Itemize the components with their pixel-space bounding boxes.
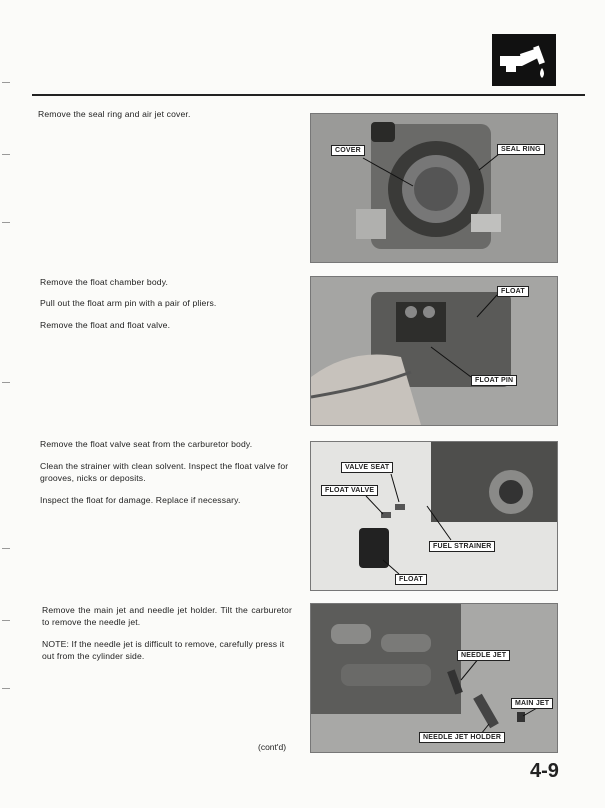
continued-note: (cont'd) (258, 742, 287, 752)
header-rule (32, 94, 585, 96)
photo-label-valve-seat: VALVE SEAT (341, 462, 393, 473)
margin-mark (2, 222, 10, 223)
margin-mark (2, 620, 10, 621)
photo-carburetor-cover (310, 113, 558, 263)
fuel-nozzle-icon (492, 34, 556, 86)
margin-mark (2, 548, 10, 549)
margin-mark (2, 688, 10, 689)
fuel-system-section-tab (492, 34, 556, 86)
note-text: NOTE: If the needle jet is difficult to remove, carefully press it out from the cylinder side. (42, 639, 285, 661)
instruction-text: Remove the float valve seat from the carburetor body. (40, 439, 253, 449)
photo-label-float-valve: FLOAT VALVE (321, 485, 378, 496)
instruction-text: Remove the float chamber body. (40, 277, 169, 287)
margin-mark (2, 82, 10, 83)
instruction-text: Remove the seal ring and air jet cover. (38, 109, 191, 119)
margin-mark (2, 382, 10, 383)
photo-label-needle-jet: NEEDLE JET (457, 650, 510, 661)
photo-label-main-jet: MAIN JET (511, 698, 553, 709)
margin-mark (2, 154, 10, 155)
photo-label-float-pin: FLOAT PIN (471, 375, 517, 386)
photo-valve-seat (310, 441, 558, 591)
photo-label-float: FLOAT (395, 574, 427, 585)
instruction-text: Pull out the float arm pin with a pair of pliers. (40, 298, 217, 308)
instruction-text: Clean the strainer with clean solvent. Inspect the float valve for grooves, nicks or deposits. (40, 461, 289, 483)
instruction-text: Remove the float and float valve. (40, 320, 171, 330)
page-number: 4-9 (530, 760, 559, 782)
photo-label-cover: COVER (331, 145, 365, 156)
photo-label-needle-jet-holder: NEEDLE JET HOLDER (419, 732, 505, 743)
photo-label-seal-ring: SEAL RING (497, 144, 545, 155)
photo-label-float: FLOAT (497, 286, 529, 297)
photo-float-removal (310, 276, 558, 426)
photo-label-fuel-strainer: FUEL STRAINER (429, 541, 495, 552)
instruction-text: Inspect the float for damage. Replace if necessary. (40, 495, 241, 505)
instruction-text: Remove the main jet and needle jet holder. Tilt the carburetor to remove the needle jet. (42, 605, 292, 627)
photo-main-jet (310, 603, 558, 753)
